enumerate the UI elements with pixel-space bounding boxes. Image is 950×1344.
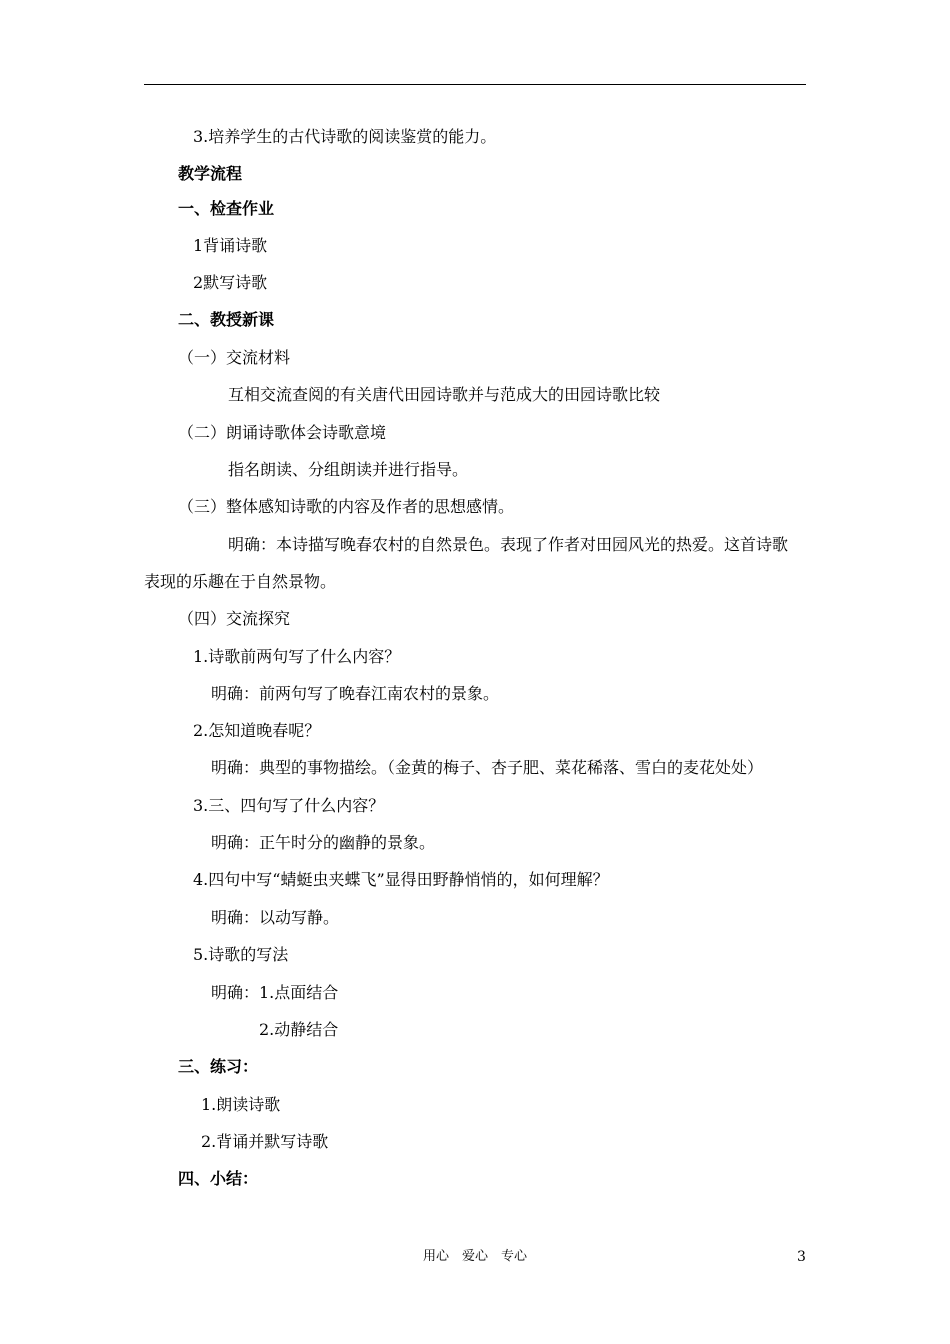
question: 1.诗歌前两句写了什么内容？ [193, 647, 401, 666]
list-item: 2.背诵并默写诗歌 [201, 1132, 329, 1151]
answer: 明确：1.点面结合 [211, 983, 339, 1002]
subheading-1: （一）交流材料 [178, 348, 291, 367]
paragraph: 指名朗读、分组朗读并进行指导。 [228, 460, 469, 479]
subheading-4: （四）交流探究 [178, 609, 291, 628]
list-item: 2默写诗歌 [193, 273, 268, 292]
question: 2.怎知道晚春呢？ [193, 721, 321, 740]
heading-teaching-process: 教学流程 [178, 164, 243, 183]
header-rule [144, 84, 806, 85]
answer: 明确：前两句写了晚春江南农村的景象。 [211, 684, 500, 703]
objective-3: 3.培养学生的古代诗歌的阅读鉴赏的能力。 [193, 127, 497, 146]
list-item: 1背诵诗歌 [193, 236, 268, 255]
list-item: 1.朗读诗歌 [201, 1095, 281, 1114]
footer-motto: 用心 爱心 专心 [422, 1249, 527, 1264]
paragraph: 明确：本诗描写晚春农村的自然景色。表现了作者对田园风光的热爱。这首诗歌 [228, 535, 789, 554]
heading-section-3: 三、练习： [178, 1057, 259, 1076]
heading-section-1: 一、检查作业 [178, 199, 275, 218]
page-number: 3 [797, 1249, 806, 1265]
answer: 明确：典型的事物描绘。（金黄的梅子、杏子肥、菜花稀落、雪白的麦花处处） [211, 758, 764, 777]
heading-section-4: 四、小结： [178, 1169, 259, 1188]
question: 3.三、四句写了什么内容？ [193, 796, 385, 815]
subheading-3: （三）整体感知诗歌的内容及作者的思想感情。 [178, 497, 515, 516]
question: 5.诗歌的写法 [193, 945, 289, 964]
paragraph: 互相交流查阅的有关唐代田园诗歌并与范成大的田园诗歌比较 [228, 385, 661, 404]
paragraph-continuation: 表现的乐趣在于自然景物。 [144, 572, 337, 591]
question: 4.四句中写“蜻蜓虫夹蝶飞”显得田野静悄悄的，如何理解？ [193, 870, 609, 889]
subheading-2: （二）朗诵诗歌体会诗歌意境 [178, 423, 387, 442]
answer: 明确：以动写静。 [211, 908, 340, 927]
heading-section-2: 二、教授新课 [178, 310, 275, 329]
answer: 明确：正午时分的幽静的景象。 [211, 833, 436, 852]
answer-continuation: 2.动静结合 [259, 1020, 339, 1039]
